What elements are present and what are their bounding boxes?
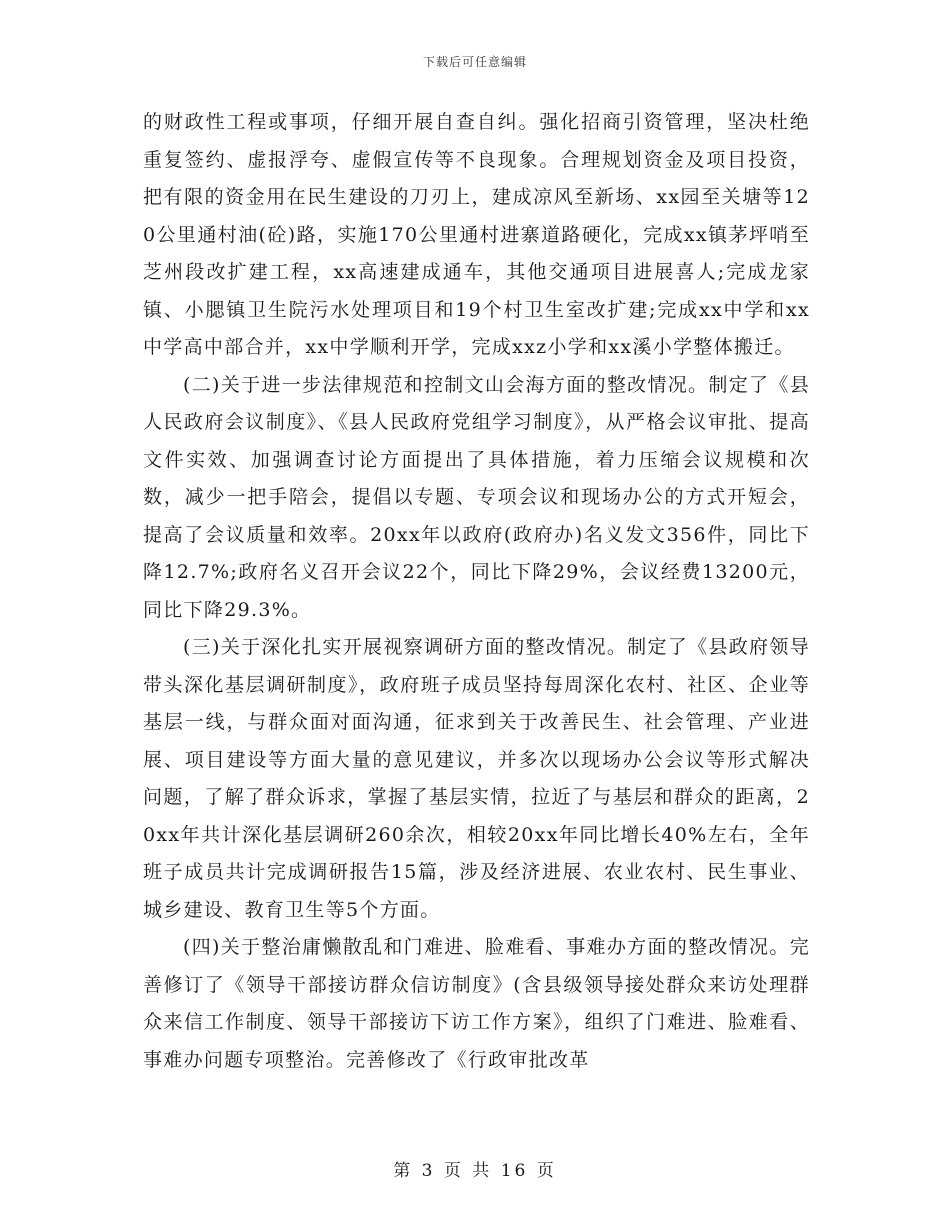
page-header-note: 下载后可任意编辑 (422, 55, 527, 69)
page-number-footer: 第 3 页 共 16 页 (393, 1161, 557, 1181)
document-body (143, 104, 810, 1079)
paragraph-section-2: (二)关于进一步法律规范和控制文山会海方面的整改情况。制定了《县人民政府会议制度》、《县人民政府党组学习制度》，从严格会议审批、提高文件实效、加强调查讨论方面提出了具体措施，着力压缩会议规模和次数，减少一把手陪会，提倡以专题、专项会议和现场办公的方式开短会，提高了会议质量和效率。20xx年以政府(政府办)名义发文356件，同比下降12.7%;政府名义召开会议22个，同比下降29%，会议经费13200元，同比下降29.3%。 (143, 373, 810, 621)
paragraph-continuation: 的财政性工程或事项，仔细开展自查自纠。强化招商引资管理，坚决杜绝重复签约、虚报浮夸、虚假宣传等不良现象。合理规划资金及项目投资，把有限的资金用在民生建设的刀刃上，建成凉风至新场、xx园至关塘等120公里通村油(砼)路，实施170公里通村进寨道路硬化，完成xx镇茅坪哨至芝州段改扩建工程，xx高速建成通车，其他交通项目进展喜人;完成龙家镇、小腮镇卫生院污水处理项目和19个村卫生室改扩建;完成xx中学和xx中学高中部合并，xx中学顺利开学，完成xxz小学和xx溪小学整体搬迁。 (143, 111, 810, 358)
paragraph-section-3: (三)关于深化扎实开展视察调研方面的整改情况。制定了《县政府领导带头深化基层调研制度》，政府班子成员坚持每周深化农村、社区、企业等基层一线，与群众面对面沟通，征求到关于改善民生、社会管理、产业进展、项目建设等方面大量的意见建议，并多次以现场办公会议等形式解决问题，了解了群众诉求，掌握了基层实情，拉近了与基层和群众的距离，20xx年共计深化基层调研260余次，相较20xx年同比增长40%左右，全年班子成员共计完成调研报告15篇，涉及经济进展、农业农村、民生事业、城乡建设、教育卫生等5个方面。 (143, 636, 810, 921)
paragraph-section-4: (四)关于整治庸懒散乱和门难进、脸难看、事难办方面的整改情况。完善修订了《领导干部接访群众信访制度》(含县级领导接处群众来访处理群众来信工作制度、领导干部接访下访工作方案》，组织了门难进、脸难看、事难办问题专项整治。完善修改了《行政审批改革 (143, 936, 810, 1071)
